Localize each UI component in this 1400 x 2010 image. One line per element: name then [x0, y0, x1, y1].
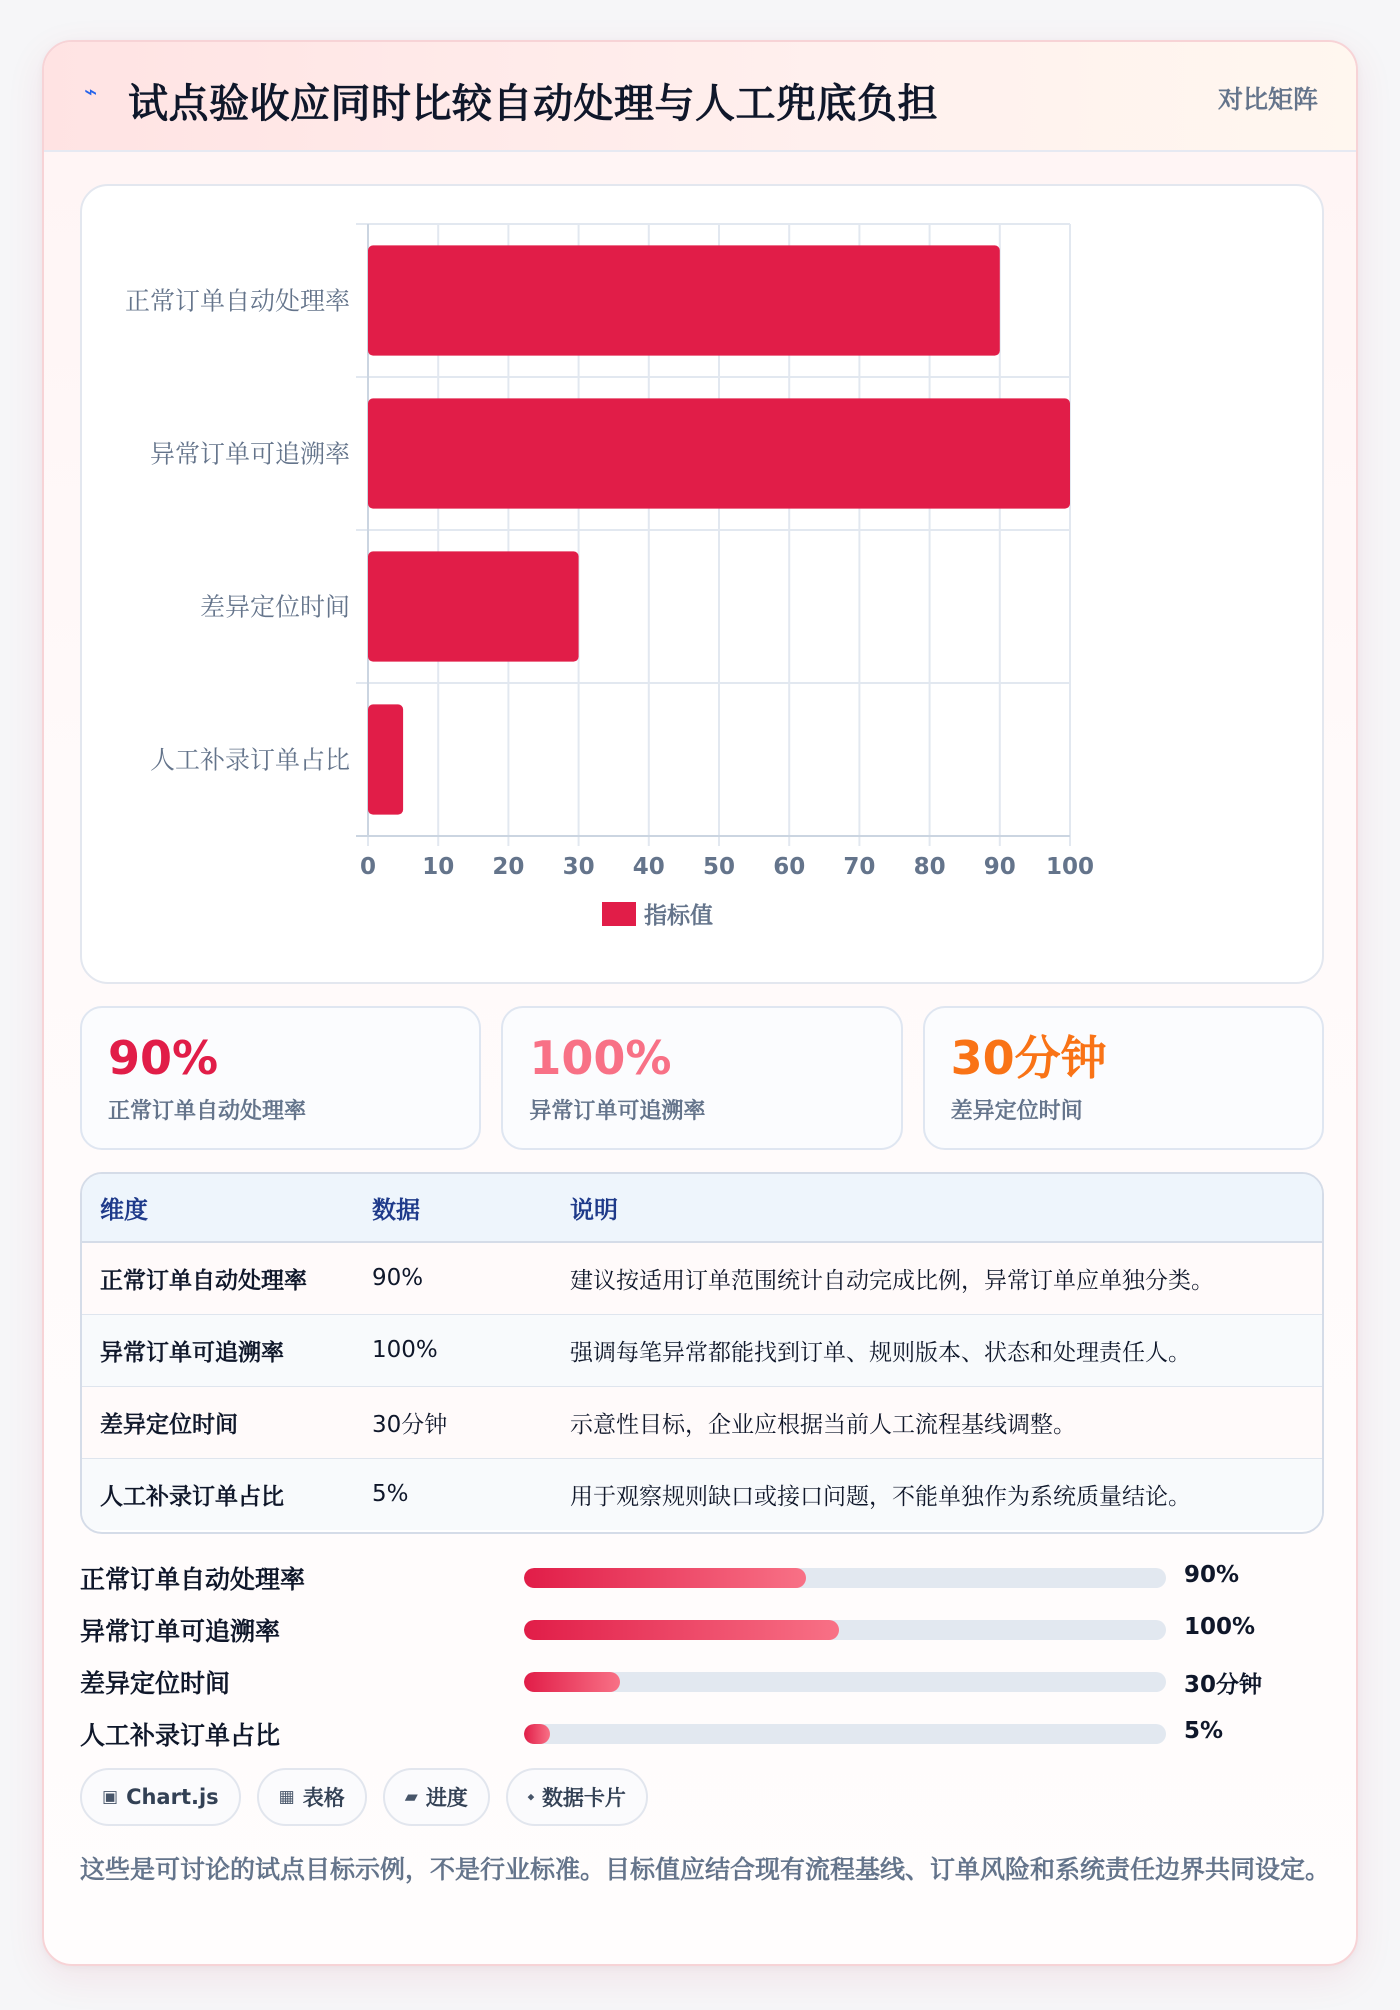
table-header-row — [82, 1174, 1322, 1242]
progress-value: 100% — [1184, 1614, 1256, 1640]
progress-track — [524, 1724, 1166, 1744]
tag-chips — [80, 1768, 648, 1826]
kpi-card — [80, 1006, 481, 1150]
table-cell: 30分钟 — [372, 1411, 448, 1438]
table-cell: 差异定位时间 — [100, 1411, 238, 1438]
table-cell: 100% — [372, 1337, 438, 1363]
y-category-label: 差异定位时间 — [199, 592, 350, 622]
legend-swatch — [602, 902, 636, 926]
chip-chartjs[interactable] — [80, 1768, 241, 1826]
progress-row — [80, 1604, 1324, 1656]
footnote: 这些是可讨论的试点目标示例，不是行业标准。目标值应结合现有流程基线、订单风险和系统责任边界共同设定。 — [80, 1855, 1331, 1884]
table-cell: 建议按适用订单范围统计自动完成比例，异常订单应单独分类。 — [570, 1267, 1214, 1294]
progress-row — [80, 1708, 1324, 1760]
chip-table[interactable] — [257, 1768, 367, 1826]
kpi-label: 异常订单可追溯率 — [529, 1099, 706, 1124]
progress-track — [524, 1620, 1166, 1640]
kpi-label: 差异定位时间 — [950, 1099, 1083, 1124]
progress-label: 差异定位时间 — [80, 1669, 231, 1698]
legend-label: 指标值 — [644, 903, 713, 929]
bar — [368, 704, 403, 814]
page-title: 试点验收应同时比较自动处理与人工兜底负担 — [128, 81, 938, 127]
x-tick-label: 70 — [843, 854, 876, 880]
column-header: 维度 — [82, 1174, 354, 1242]
kpi-value: 30分钟 — [950, 1031, 1107, 1085]
chip-label: 进度 — [425, 1786, 468, 1810]
x-tick-label: 40 — [632, 854, 665, 880]
card-icon: ⬩ — [527, 1787, 534, 1807]
table-cell: 强调每笔异常都能找到订单、规则版本、状态和处理责任人。 — [570, 1339, 1191, 1366]
x-tick-label: 10 — [422, 854, 455, 880]
y-category-label: 人工补录订单占比 — [149, 745, 350, 775]
table-cell: 5% — [372, 1481, 409, 1508]
kpi-card — [501, 1006, 902, 1150]
x-tick-label: 30 — [562, 854, 595, 880]
kpi-value: 100% — [529, 1031, 672, 1085]
kpi-card — [923, 1006, 1324, 1150]
table-icon: ▦ — [278, 1787, 295, 1807]
table-cell: 示意性目标，企业应根据当前人工流程基线调整。 — [570, 1411, 1076, 1438]
card-header — [44, 42, 1356, 152]
column-header: 数据 — [354, 1174, 552, 1242]
table-cell: 正常订单自动处理率 — [100, 1267, 307, 1294]
progress-icon: ▰ — [404, 1787, 418, 1807]
table-row — [82, 1386, 1322, 1458]
y-category-label: 正常订单自动处理率 — [124, 286, 350, 316]
progress-label: 异常订单可追溯率 — [80, 1617, 281, 1646]
kpi-value: 90% — [108, 1031, 219, 1085]
table-row — [82, 1242, 1322, 1314]
chip-label: Chart.js — [126, 1785, 219, 1809]
kpi-row — [80, 1006, 1324, 1150]
metrics-table — [80, 1172, 1324, 1534]
table-cell: 异常订单可追溯率 — [100, 1339, 284, 1366]
progress-fill — [524, 1620, 839, 1640]
x-tick-label: 90 — [983, 854, 1016, 880]
report-card — [42, 40, 1358, 1966]
chip-progress[interactable] — [383, 1768, 490, 1826]
x-tick-label: 20 — [492, 854, 525, 880]
chart-icon: ▣ — [102, 1787, 119, 1807]
progress-row — [80, 1656, 1324, 1708]
bar-chart — [82, 186, 1326, 986]
bar — [368, 245, 1000, 355]
progress-label: 正常订单自动处理率 — [80, 1565, 306, 1594]
bar — [368, 551, 579, 661]
progress-fill — [524, 1672, 620, 1692]
x-tick-label: 60 — [773, 854, 806, 880]
progress-value: 30分钟 — [1184, 1672, 1263, 1698]
header-badge: 对比矩阵 — [1217, 85, 1318, 114]
table-cell: 用于观察规则缺口或接口问题，不能单独作为系统质量结论。 — [570, 1483, 1191, 1510]
progress-list — [80, 1552, 1324, 1760]
table-row — [82, 1458, 1322, 1530]
table-cell: 人工补录订单占比 — [100, 1483, 284, 1510]
lightning-icon: ⌁ — [84, 80, 98, 105]
progress-label: 人工补录订单占比 — [80, 1721, 281, 1750]
y-category-label: 异常订单可追溯率 — [149, 439, 350, 469]
chip-data-card[interactable] — [506, 1768, 648, 1826]
progress-fill — [524, 1568, 806, 1588]
x-tick-label: 50 — [702, 854, 736, 880]
chip-label: 表格 — [302, 1786, 345, 1810]
bar — [368, 398, 1070, 508]
progress-row — [80, 1552, 1324, 1604]
x-tick-label: 80 — [913, 854, 946, 880]
chip-label: 数据卡片 — [541, 1786, 626, 1810]
x-tick-label: 0 — [359, 854, 377, 880]
table-cell: 90% — [372, 1265, 424, 1292]
progress-value: 5% — [1184, 1718, 1224, 1744]
progress-value: 90% — [1184, 1562, 1240, 1588]
kpi-label: 正常订单自动处理率 — [108, 1099, 307, 1124]
progress-track — [524, 1568, 1166, 1588]
column-header: 说明 — [552, 1174, 1322, 1242]
progress-track — [524, 1672, 1166, 1692]
progress-fill — [524, 1724, 550, 1744]
table-row — [82, 1314, 1322, 1386]
bar-chart-panel — [80, 184, 1324, 984]
x-tick-label: 100 — [1045, 854, 1095, 880]
